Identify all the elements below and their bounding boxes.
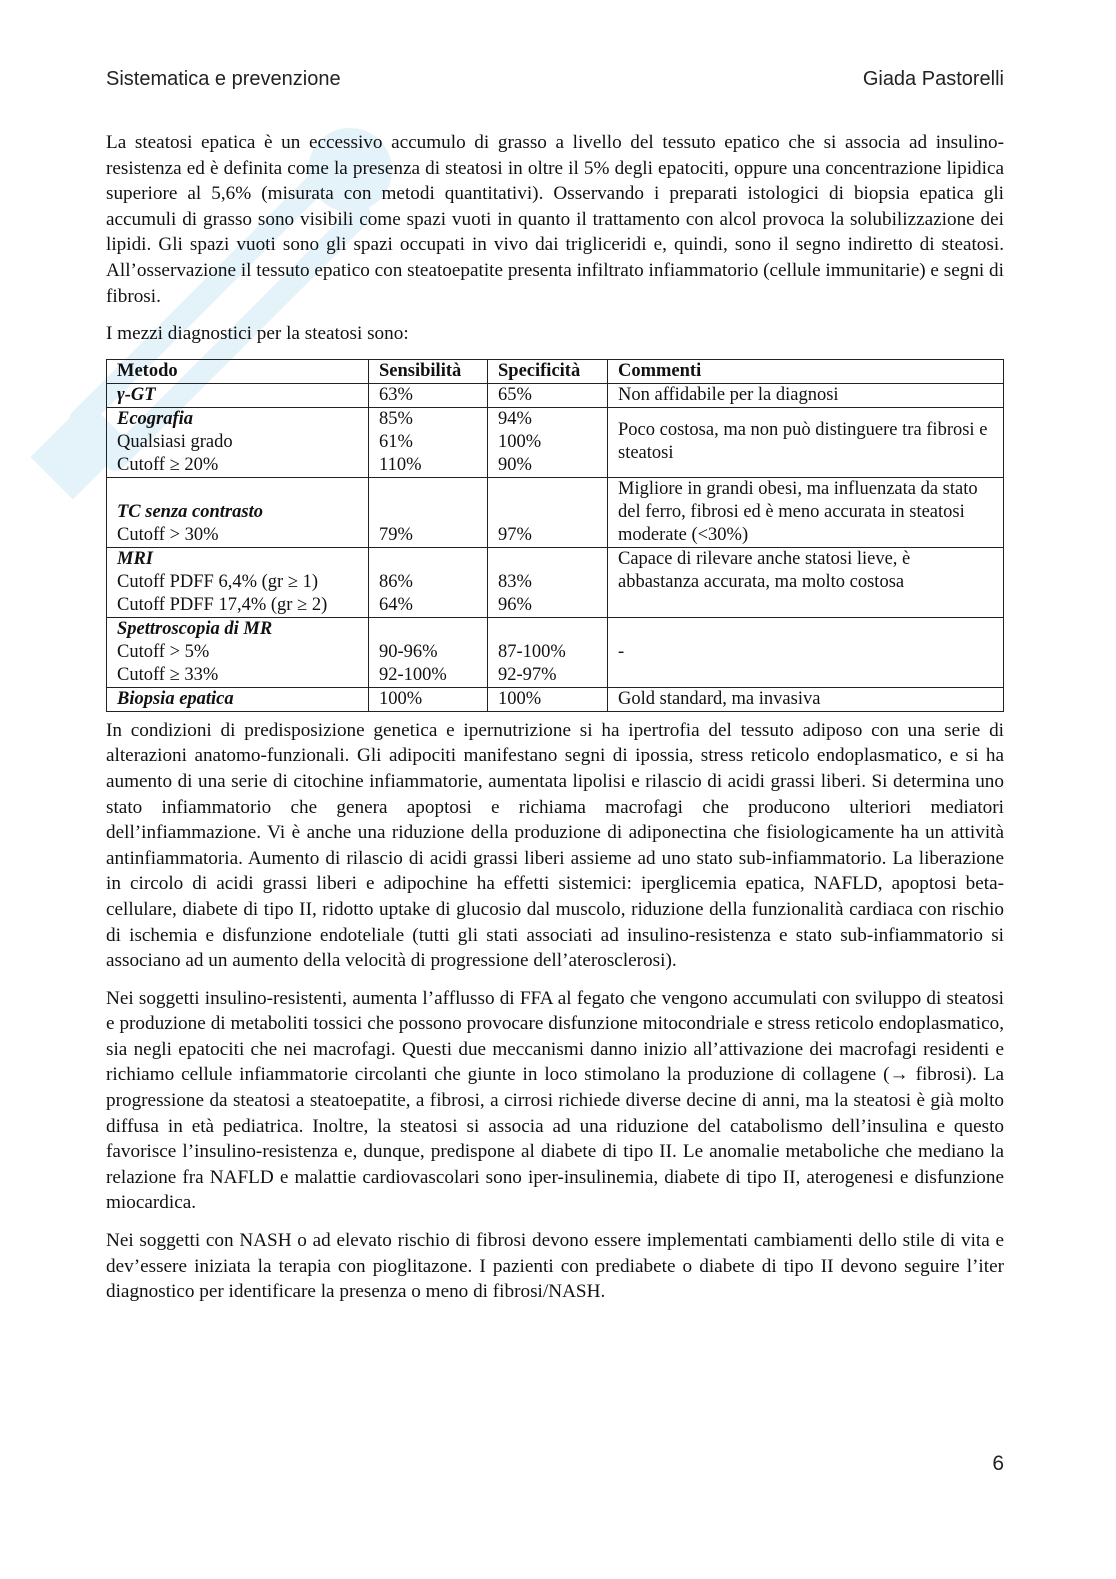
comment-mri: Capace di rilevare anche statosi lieve, è abbastanza accurata, ma molto costosa — [608, 547, 1004, 617]
method-mrs-sub2: Cutoff ≥ 33% — [117, 664, 219, 685]
table-row — [107, 617, 1004, 687]
header-sensibilita: Sensibilità — [369, 359, 488, 383]
sens-ggt: 63% — [369, 383, 488, 407]
paragraph-table-intro: I mezzi diagnostici per la steatosi sono: — [106, 323, 409, 345]
spec-eco-3: 90% — [498, 454, 532, 475]
document-body — [106, 130, 1004, 1317]
sens-mrs-1: 90-96% — [379, 641, 438, 662]
sens-mri-2: 64% — [379, 594, 413, 615]
table-row — [107, 547, 1004, 617]
table-row — [107, 383, 1004, 407]
comment-tc: Migliore in grandi obesi, ma influenzata da stato del ferro, fibrosi ed è meno accurata in steatosi moderate (<30%) — [608, 477, 1004, 547]
method-mri-sub2: Cutoff PDFF 17,4% (gr ≥ 2) — [117, 594, 328, 615]
method-mrs-sub1: Cutoff > 5% — [117, 641, 210, 662]
sens-eco-3: 110% — [379, 454, 422, 475]
method-mri: MRI — [117, 548, 153, 569]
header-specificita: Specificità — [488, 359, 608, 383]
paragraph-ipernutrizione: In condizioni di predisposizione genetica e ipernutrizione si ha ipertrofia del tessuto adiposo con una serie di alterazioni anatomo-funzionali. Gli adipociti manifestano segni di ipossia, stress reticolo endoplasmatico, e si ha aumento di una serie di citochine infiammatorie, aumentata lipolisi e rilascio di acidi grassi liberi. Si determina uno stato infiammatorio che genera apoptosi e richiama macrofagi che producono ulteriori mediatori dell’infiammazione. Vi è anche una riduzione della produzione di adiponectina che fisiologicamente ha un attività antinfiammatoria. Aumento di rilascio di acidi grassi liberi assieme ad uno stato sub-infiammatorio. La liberazione in circolo di acidi grassi liberi e adipochine ha effetti sistemici: iperglicemia epatica, NAFLD, apoptosi beta-cellulare, diabete di tipo II, ridotto uptake di glucosio dal muscolo, riduzione della funzionalità cardiaca con rischio di ischemia e disfunzione endoteliale (tutti gli stati associati ad insulino-resistenza e stato sub-infiammatorio si associano ad un aumento della velocità di progressione dell’aterosclerosi). — [106, 719, 1004, 972]
paragraph-insulino-resistenza: Nei soggetti insulino-resistenti, aumenta l’afflusso di FFA al fegato che vengono accumulati con sviluppo di steatosi e produzione di metaboliti tossici che possono provocare disfunzione mitocondriale e stress reticolo endoplasmatico, sia negli epatociti che nei macrofagi. Questi due meccanismi danno inizio all’attivazione dei macrofagi residenti e richiamo cellule infiammatorie circolanti che giunte in loco stimolano la produzione di collagene (→ fibrosi). La progressione da steatosi a steatoepatite, a fibrosi, a cirrosi richiede diverse decine di anni, ma la steatosi è già molto diffusa in età pediatrica. Inoltre, la steatosi si associa ad una riduzione del catabolismo dell’insulina e questo favorisce l’insulino-resistenza e, dunque, predispone al diabete di tipo II. Le anomalie metaboliche che mediano la relazione fra NAFLD e malattie cardiovascolari sono iper-insulinemia, diabete di tipo II, aterogenesi e disfunzione miocardica. — [106, 987, 1004, 1214]
method-ggt: γ-GT — [117, 384, 156, 405]
table-row — [107, 407, 1004, 477]
comment-mrs: - — [608, 617, 1004, 687]
spec-mri-2: 96% — [498, 594, 532, 615]
sens-eco-1: 85% — [379, 408, 413, 429]
sens-tc: 79% — [369, 477, 488, 547]
spec-mri-1: 83% — [498, 571, 532, 592]
paragraph-nash-terapia: Nei soggetti con NASH o ad elevato rischio di fibrosi devono essere implementati cambiamenti dello stile di vita e dev’essere iniziata la terapia con pioglitazone. I pazienti con prediabete o diabete di tipo II devono seguire l’iter diagnostico per identificare la presenza o meno di fibrosi/NASH. — [106, 1230, 1004, 1303]
diagnostic-table — [106, 359, 1004, 712]
method-ecografia-sub1: Qualsiasi grado — [117, 431, 233, 452]
method-ecografia: Ecografia — [117, 408, 194, 429]
page-number: 6 — [992, 1452, 1004, 1475]
method-biopsia: Biopsia epatica — [117, 688, 234, 709]
spec-mrs-1: 87-100% — [498, 641, 566, 662]
table-row — [107, 477, 1004, 547]
spec-ggt: 65% — [488, 383, 608, 407]
paragraph-steatosi-definition: La steatosi epatica è un eccessivo accumulo di grasso a livello del tessuto epatico che si associa ad insulino-resistenza ed è definita come la presenza di steatosi in oltre il 5% degli epatociti, oppure una concentrazione lipidica superiore al 5,6% (misurata con metodi quantitativi). Osservando i preparati istologici di biopsia epatica gli accumuli di grasso sono visibili come spazi vuoti in quanto il trattamento con alcol provoca la solubilizzazione dei lipidi. Gli spazi vuoti sono gli spazi occupati in vivo dai trigliceridi e, quindi, sono il segno indiretto di steatosi. All’osservazione il tessuto epatico con steatoepatite presenta infiltrato infiammatorio (cellule immunitarie) e segni di fibrosi. — [106, 132, 1004, 307]
spec-tc: 97% — [488, 477, 608, 547]
header-author: Giada Pastorelli — [862, 68, 1004, 90]
header-commenti: Commenti — [608, 359, 1004, 383]
page-header — [106, 64, 1004, 96]
method-tc: TC senza contrasto — [117, 501, 263, 522]
method-mrs: Spettroscopia di MR — [117, 618, 273, 639]
sens-eco-2: 61% — [379, 431, 413, 452]
spec-eco-1: 94% — [498, 408, 532, 429]
comment-biopsia: Gold standard, ma invasiva — [608, 687, 1004, 711]
spec-mrs-2: 92-97% — [498, 664, 557, 685]
comment-ggt: Non affidabile per la diagnosi — [608, 383, 1004, 407]
method-ecografia-sub2: Cutoff ≥ 20% — [117, 454, 219, 475]
header-metodo: Metodo — [107, 359, 369, 383]
comment-eco: Poco costosa, ma non può distinguere tra fibrosi e steatosi — [608, 407, 1004, 477]
sens-biopsia: 100% — [369, 687, 488, 711]
sens-mrs-2: 92-100% — [379, 664, 447, 685]
sens-mri-1: 86% — [379, 571, 413, 592]
table-row — [107, 687, 1004, 711]
method-tc-sub1: Cutoff > 30% — [117, 524, 219, 545]
header-course-title: Sistematica e prevenzione — [106, 68, 341, 90]
table-header-row — [107, 359, 1004, 383]
spec-eco-2: 100% — [498, 431, 542, 452]
method-mri-sub1: Cutoff PDFF 6,4% (gr ≥ 1) — [117, 571, 318, 592]
spec-biopsia: 100% — [488, 687, 608, 711]
